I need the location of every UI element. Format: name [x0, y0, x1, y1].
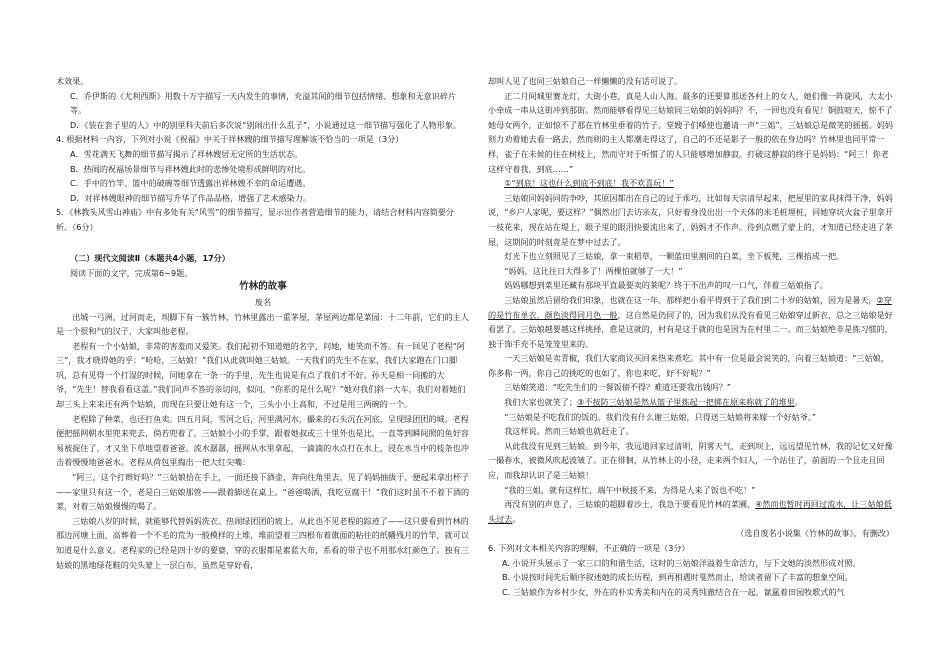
- story-paragraph: 三姑娘八岁的时候，就能够代替妈妈洗衣。热闹绿团团的坡上，从此也不见老程的踪迹了——这只要看到竹林的那边河塘上面，高葬着一个不毛的荒为一般模样的土堆，堆前望着三四根布着旗面的粘往的纸幡残月的竹竿，就可以知道是什么意义。老程家的已经是四十岁的要婆，穿的衣服都是素蓝大布，系看的带子也不用那水红颜色了。独有三姑娘的黑地绿花鞋的尖头蒙上一层白布，虽然是穿好看，: [56, 515, 469, 570]
- text-run: 三姑娘虽然后留给我们印象，也就在这一年。那样把小看平得到于了我们到二十岁的姑娘，因为是暑天，: [504, 294, 877, 305]
- story-paragraph: 灯光下也立刻照见了三姑娘，拿一束稻草，一颗蓝田里割回的白菜，坐下板凳，三棵掐成一把。: [504, 251, 845, 262]
- story-paragraph: 我这样说。然而三姑娘也就赶走了。: [504, 426, 634, 437]
- left-column: [56, 0, 470, 572]
- q4-option-b: B．热闹的祝福场景细节与祥林嫂此时的悲惨处境形成鲜明的对比。: [70, 163, 311, 174]
- reading-instruction: 阅读下面的文字，完成第6~9题。: [70, 267, 193, 278]
- story-author: 废名: [254, 296, 272, 307]
- story-title: 竹林的故事: [239, 281, 287, 293]
- story-paragraph: “妈妈，这比往日大得多了！两棵怕就够了一大！”: [504, 265, 683, 276]
- underlined-sentence-2: ②穿的是竹布单衣，颜色淡得同月色一般: [488, 294, 892, 320]
- story-paragraph: 正二月间城里赛龙灯，大街小巷，真是人山人海。最多的还要算那送各村上的女人，她们像一阵旋风，大太小小牵成一串从这街冲到那街。然而能够看得见三姑娘同三姑娘的妈妈吗？不，一回也没有看见！铜鼓喧天，惊不了她母女两个，正如惊不了那在竹林里垂着的竹子。堂嫂子们嗓使也邀请一声“三姐”，三姑娘总是微笑的摇摇。妈妈则力劝着她去看一路去，然而则的主人都潮走得这了，自己的不还是影子一般的依在身边吗？竹林里也同平常一样，雀子在未候的住在树枝上，然而守对于听惯了的人只能够增加静寂。打破这静寂的终于是妈妈：“阿三！你老这样守着我，到底……”: [488, 90, 893, 174]
- option-d: D．《装在套子里的人》中的别里科夫前后多次说“别闹出什么乱子”，小说通过这一细节描写强化了人物形象。: [70, 119, 461, 130]
- text-run: 我们大家也就笑了；: [504, 397, 578, 408]
- story-paragraph: [488, 176, 894, 191]
- story-source: （选自废名小说集《竹林的故事》，有删改）: [736, 528, 894, 539]
- question-4: 4. 根据材料一内容，下列对小说《祝福》中关于祥林嫂的细节描写理解该不恰当的一项是（3分）: [56, 134, 404, 145]
- story-paragraph: 妈妈哪想到菜里还藏有那块平直最要卖的莱呢？终于不出声的叹一口气，伴着三姑娘指了。: [504, 280, 828, 291]
- text-run: 。: [512, 513, 521, 524]
- story-paragraph: “三姑娘是不吃我们的饭的。我们没有什么谢三姑娘，只得送三姑娘将来嫁一个好姑爷。”: [504, 411, 817, 422]
- option-c: C．乔伊斯的《尤利西斯》用数十万字描写一天内发生的事情，充溢其间的细节包括情绪、想象和无意识碎片等。: [70, 90, 457, 116]
- story-paragraph: “我的三姐，就有这样忙，端午中秋接不来，为得是人来了饭也不吃！”: [504, 484, 756, 495]
- story-paragraph: [488, 293, 894, 351]
- underlined-sentence-3: ③不按防三姑娘是然从篮子里拣起一把掷在原来称就了的堆里: [577, 397, 795, 408]
- q4-option-c: C．手中的竹竿、篮中的破碗等细节透露出祥林嫂不幸的命运遭遇。: [70, 178, 311, 189]
- story-paragraph: 三姑娘笑道：“吃先生们的一餐饭债不得？难道还要我出钱吗？”: [504, 382, 732, 393]
- story-paragraph: 从此我没有见到三姑娘。到今年，我远道回家过清明，阴雾天气，走到坝上，远远望见竹林，我的记忆又好像一撮春水，被微风吹起波皱了。正在徘徊，从竹林上的小径，走来两个妇人，一个站住了，前面的一个且走且回应，而我却认识了是三姑娘！: [488, 440, 893, 481]
- q4-option-d: D．对祥林嫂眼神的细节描写升华了作品品格，增强了艺术感染力。: [70, 192, 311, 203]
- underlined-sentence-4: ④然而也暂时再回过流水，让三姑娘低头过去: [488, 499, 892, 524]
- question-5: 5．《林教头风雪山神庙》中有多处有关“风雪”的细节描写，显示出作者营造细节的能力，请结合材料内容简要分析。（6分）: [56, 207, 454, 232]
- story-paragraph: 三姑娘同妈妈同的争吵，其原因都出在自己的过于乖巧，比如每天宗清早起来，把屋里的家具抹得干净，妈妈说，“乡户人家呢，要这样？”偶然出门去访亲友，只好着身没出出一个天体的米毛桩埋桩，同她穿坑火盆子里拿开一枝花来，现在站在堤上，眼子里的眼泪快要流出来了，妈妈才不作声。待到点燃了蒙上的，才知道已经走进了茅屋，这期间的时刻竟是在梦中过去了。: [488, 192, 893, 247]
- section-heading: （二）现代文阅读Ⅱ（本题共4小题，17分）: [70, 253, 230, 264]
- text-run: 。: [794, 397, 803, 408]
- story-paragraph: 一天三姑娘是卖青椒，我们大家商议买回来热来煮吃。其中有一位是最会说笑的，向着三姑娘道：“三姑娘，你多称一两，你自己的挑吃的也如了，你也来吃，好不好呢？”: [488, 353, 889, 378]
- text-run: ，这自然是仍同了的，因为我们从没有看见三姑娘穿过新衣，总之三姑娘是好看罢了。三姑娘越要越这样挑择，愈是这就的，村有是这于就的也是因为在村里二一。而三姑娘绝非是拣习惯的，独于饰手充不是笼笼里来的。: [488, 309, 893, 349]
- story-paragraph: 却叫人见了也同三姑娘自己一样懒懒的没有话可说了。: [488, 76, 683, 86]
- story-paragraph: [488, 395, 894, 410]
- story-paragraph: “阿三，这个打辫好吗？”三姑娘拾在手上，一面还接下酒壶，奔向往角里去，见了妈妈抽拔于，便起来拿出杯子——家里只有这一个，老是白三姑娘那管——跟着脚送在桌上。“爸爸喝酒，我吃豆腐干！”我们这时虽不不着下酒的菜，对着三姑娘慢慢的喝了。: [56, 472, 470, 512]
- question-6: 6. 下列对文本相关内容的理解，不正确的一项是（3分）: [488, 543, 690, 553]
- q6-option-b: B. 小说按时间先后顺序叙述她的成长历程，到再相遇时戛然而止，给读者留下了丰富的想象空间。: [502, 572, 853, 583]
- story-paragraph: 老程除了种菜，也还打鱼卖。四五月间，雪河之后，河里满河水，撮来的石头沉在河底，呈现绿团团的城。老程便把摇网朝水里兜来兜去，倘若兜着了，三姑娘小小的手掌，跟着她叔或三十里外也是比，一直等到瞬间照的鱼好容易被捉住了，才又坐下草地望着爸爸。流水潺潺，摇网从水里拿起，一滴滴的水点打在水上，浸在水当中的枝条也冲击着慢慢地爸爸水。老程从荷包里掏出一把大红尖嘴：: [56, 413, 469, 468]
- right-column: [488, 0, 894, 599]
- q4-option-a: A．雪花满天飞舞的细节描写揭示了祥林嫂居无定所的生活状态。: [70, 148, 303, 159]
- story-paragraph: 出城一弓洲，过河而走，坝脚下有一簇竹林，竹林里露出一重茅屋，茅屋两边都是菜园：十二年前，它们的主人是一个很和气的汉子，大家叫他老程。: [56, 311, 469, 337]
- text-run: 再没有别的声息了，三姑娘的超脚着沙土，我急于要看见竹林的菜圃，: [504, 499, 756, 510]
- story-paragraph: 老程有一个小姑娘，非常的害羞而又爱笑。我们起初不知道她的名字，问她，她笑而不答。有一回见了老程“阿三”，我才晓得她的乎：“哈哈，三姑娘！”我们从此就叫她三姑娘。一天我们的先生不在家，我们大家跑在门口脚巩，总有见得一个打湿的时候，同她拿在一条一的手里，先生也说是有点了我们才不好。孙天是相一同搬的大爷，“先生！替我看看这盖。”我们同声不答的亲切问，似问，“你系的是什么呢？”她对我们斜一大车，我们对着她们却三头上来来还有两个姑娘，而现在只要让她有这一个，三头小小上高和，不过是用三两碗的一个。: [56, 340, 466, 410]
- q6-option-c: C. 三姑娘作为乡村少女，外在的朴实秀美和内在的灵秀纯澈结合在一起，氤氲着田园牧歌式的气: [502, 586, 845, 597]
- story-paragraph: [488, 497, 894, 526]
- q6-option-a: A. 小说开头展示了一家三口的和谐生活，这时的三姑娘洋溢着生命活力，与下文她的淡然形成对照。: [502, 557, 861, 568]
- top-text: 术效果。: [56, 76, 89, 86]
- underlined-sentence-1: ①“到底！这也什么到底不到底！我不欢喜玩！”: [504, 178, 674, 189]
